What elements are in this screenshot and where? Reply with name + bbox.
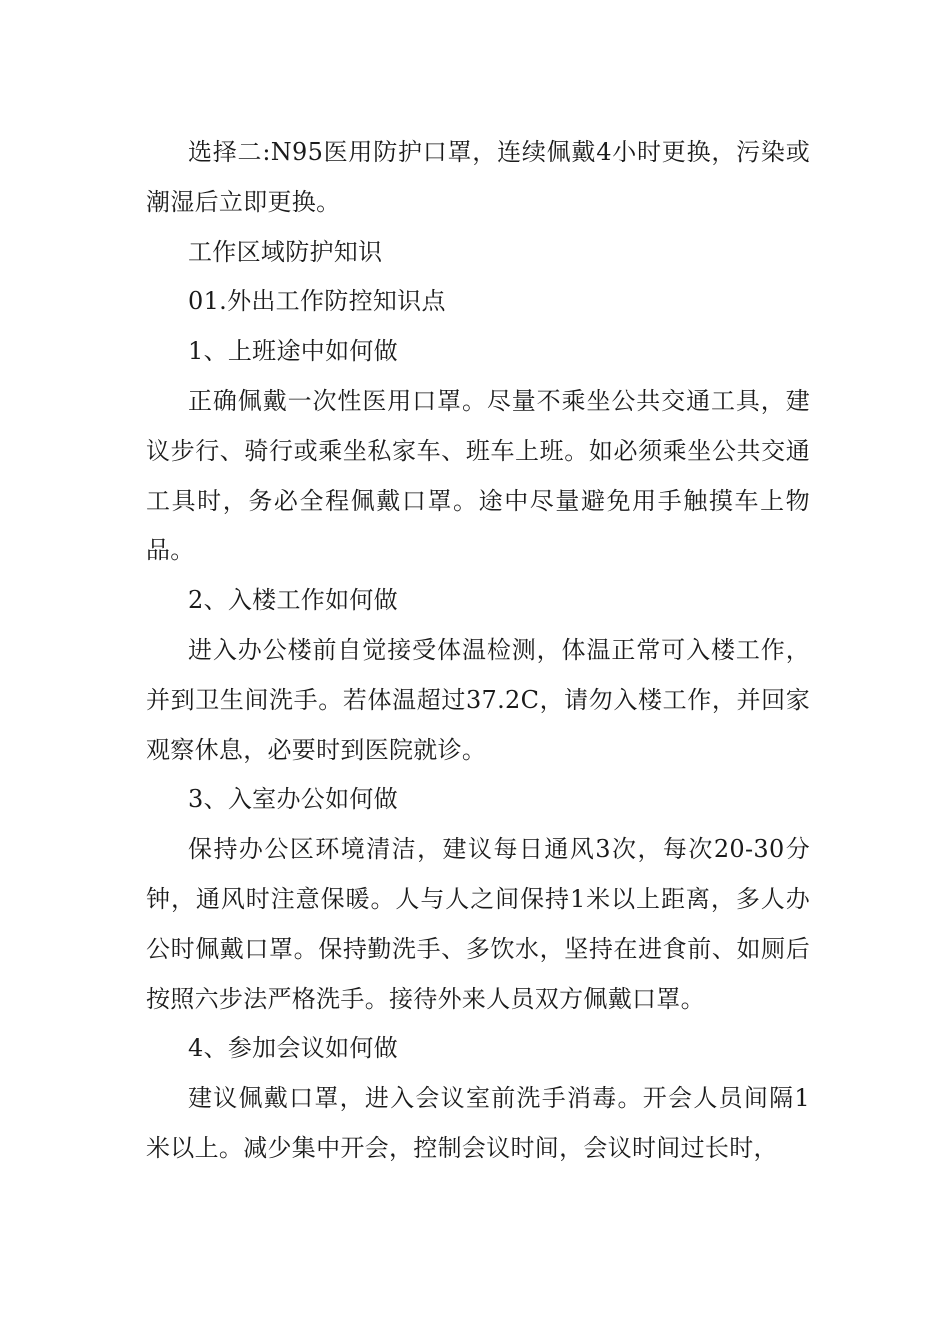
paragraph-office-work: 保持办公区环境清洁，建议每日通风3次，每次20-30分钟，通风时注意保暖。人与人之间保持1米以上距离，多人办公时佩戴口罩。保持勤洗手、多饮水，坚持在进食前、如厕后按照六步法严格洗手。接待外来人员双方佩戴口罩。	[146, 835, 810, 1013]
paragraph-meetings: 建议佩戴口罩，进入会议室前洗手消毒。开会人员间隔1米以上。减少集中开会，控制会议时间，会议时间过长时，	[146, 1084, 810, 1162]
heading-meetings: 4、参加会议如何做	[188, 1034, 398, 1063]
paragraph-commute: 正确佩戴一次性医用口罩。尽量不乘坐公共交通工具，建议步行、骑行或乘坐私家车、班车上班。如必须乘坐公共交通工具时，务必全程佩戴口罩。途中尽量避免用手触摸车上物品。	[146, 386, 810, 565]
heading-commute: 1、上班途中如何做	[188, 337, 398, 366]
heading-work-area-protection: 工作区域防护知识	[188, 237, 383, 266]
paragraph-n95-mask: 选择二:N95医用防护口罩，连续佩戴4小时更换，污染或潮湿后立即更换。	[146, 138, 810, 216]
paragraph-entering-building: 进入办公楼前自觉接受体温检测，体温正常可入楼工作，并到卫生间洗手。若体温超过37.2C，请勿入楼工作，并回家观察休息，必要时到医院就诊。	[146, 635, 810, 764]
heading-entering-building: 2、入楼工作如何做	[188, 586, 398, 615]
document-body	[146, 128, 810, 1174]
heading-office-work: 3、入室办公如何做	[188, 785, 398, 814]
heading-outdoor-work: 01.外出工作防控知识点	[188, 287, 446, 316]
